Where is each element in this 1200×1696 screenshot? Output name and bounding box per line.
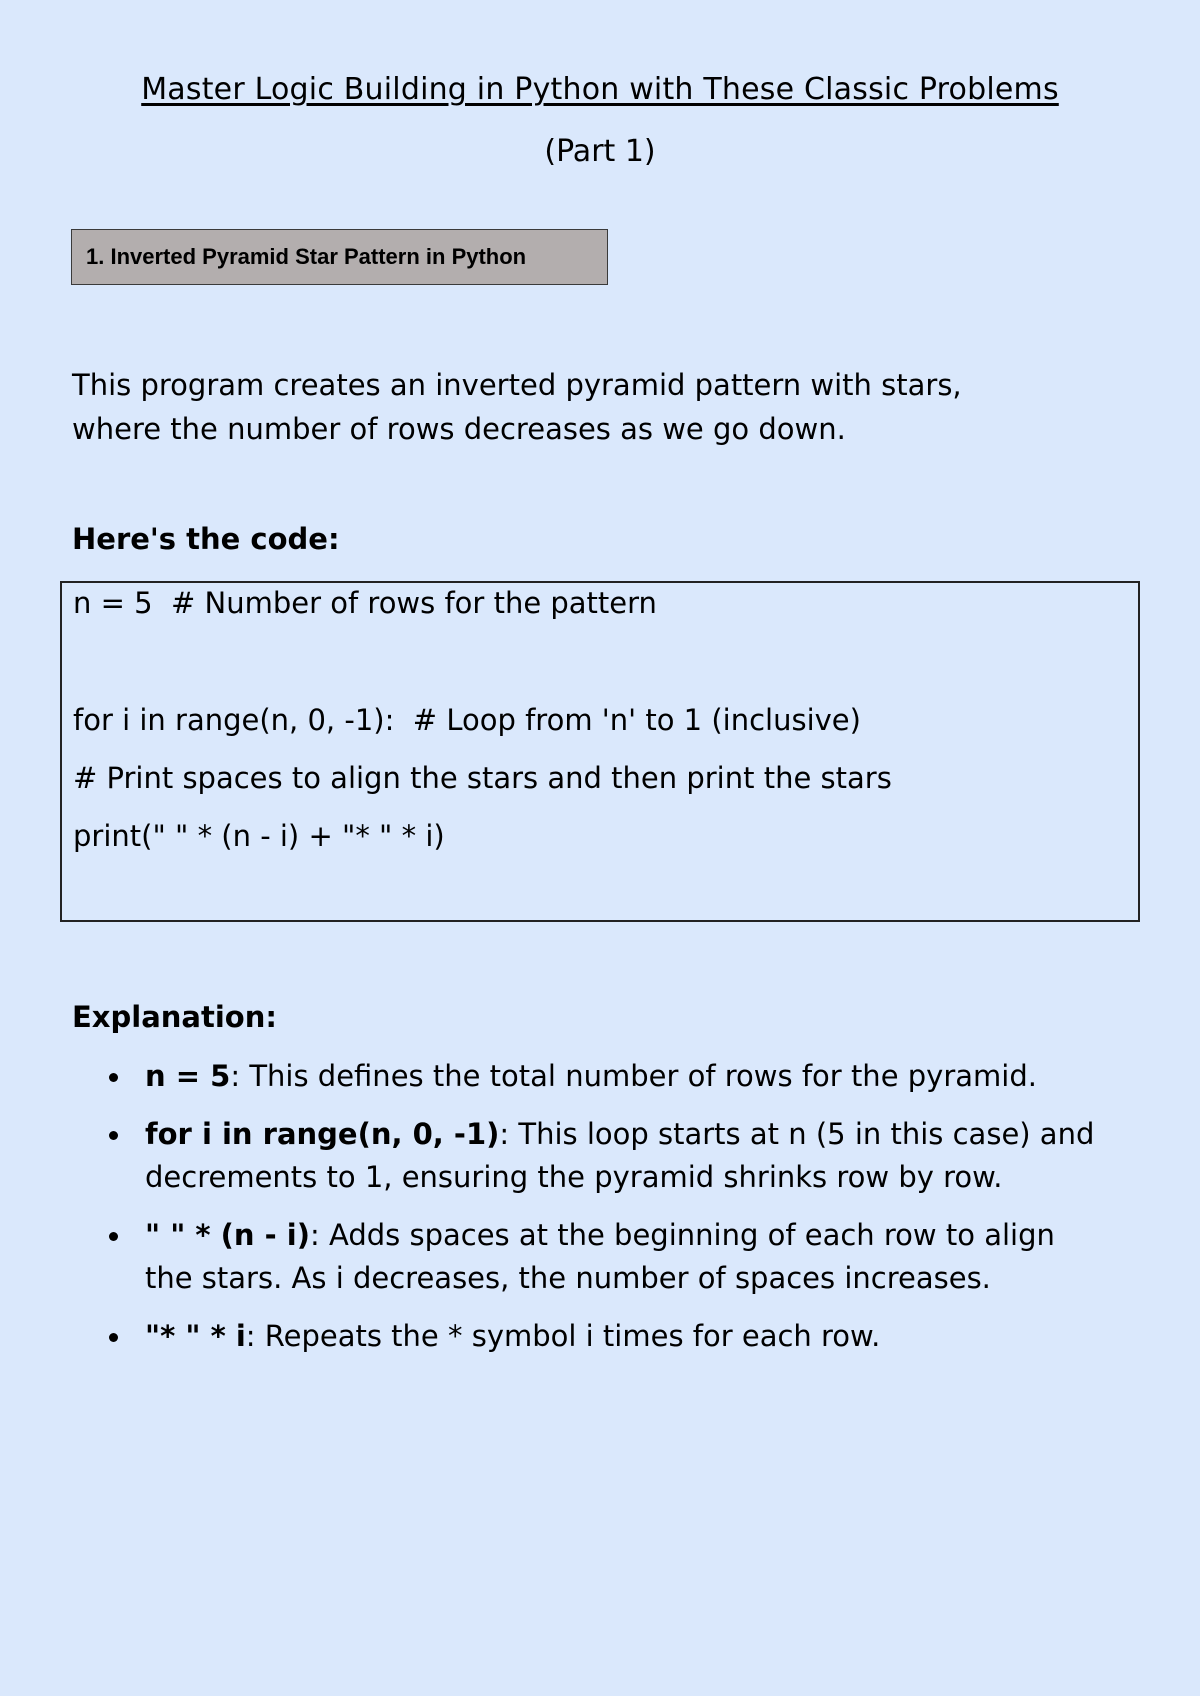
explanation-list <box>0 1055 1200 1373</box>
page-title: Master Logic Building in Python with These Classic Problems <box>141 72 1059 107</box>
code-line-3: # Print spaces to align the stars and then print the stars <box>73 761 892 795</box>
section-heading: 1. Inverted Pyramid Star Pattern in Python <box>86 244 527 269</box>
intro-paragraph <box>72 363 1132 451</box>
code-line-4: print(" " * (n - i) + "* " * i) <box>73 819 445 853</box>
explanation-heading: Explanation: <box>72 1000 277 1034</box>
intro-line-2: where the number of rows decreases as we go down. <box>72 412 846 446</box>
list-item-text: : This loop starts at n (5 in this case) and decrements to 1, ensuring the pyramid shrinks row by row. <box>145 1117 1095 1194</box>
bullet-icon <box>109 1232 118 1241</box>
list-item <box>0 1315 1200 1358</box>
list-item <box>0 1113 1200 1199</box>
section-heading-box <box>71 229 608 285</box>
list-item <box>0 1214 1200 1300</box>
intro-line-1: This program creates an inverted pyramid pattern with stars, <box>72 368 962 402</box>
list-item-term: "* " * i <box>145 1319 246 1353</box>
list-item-term: for i in range(n, 0, -1) <box>145 1117 500 1151</box>
code-block <box>60 581 1140 922</box>
list-item-text: : Repeats the * symbol i times for each row. <box>245 1319 881 1353</box>
bullet-icon <box>109 1333 118 1342</box>
code-heading: Here's the code: <box>72 522 340 556</box>
list-item <box>0 1055 1200 1098</box>
code-line-1: n = 5 # Number of rows for the pattern <box>73 586 657 620</box>
list-item-text: : Adds spaces at the beginning of each row to align the stars. As i decreases, the number of spaces increases. <box>145 1218 1055 1295</box>
bullet-icon <box>109 1073 118 1082</box>
page-subtitle: (Part 1) <box>544 134 656 169</box>
list-item-text: : This defines the total number of rows for the pyramid. <box>230 1059 1037 1093</box>
code-line-2: for i in range(n, 0, -1): # Loop from 'n' to 1 (inclusive) <box>73 703 861 737</box>
list-item-term: n = 5 <box>145 1059 231 1093</box>
bullet-icon <box>109 1131 118 1140</box>
list-item-term: " " * (n - i) <box>145 1218 310 1252</box>
